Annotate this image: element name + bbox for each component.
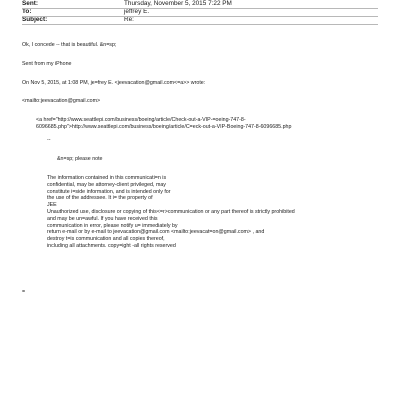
sent-value: Thursday, November 5, 2015 7:22 PM: [124, 0, 232, 7]
header-divider: [22, 16, 378, 17]
reply-text: Ok, I concede -- that is beautiful. &n=sp;: [22, 42, 117, 48]
confidentiality-disclaimer: The information contained in this communicati=n is confidential, may be attorney-client privileged, may constitute i=side information, and is intended only for the use of the addressee. It i= the property of JEE Unauthorized use, disclosure or copying of this<=r>communication or any part thereof is strictly prohibited and may be un=awful. If you have received this communication in error, please notify u= immediately by return e-mail or by e-mail to jeevacation@gmail.com <mailto:jeevacat=on@gmail.com> , and destroy t=is communication and all copies thereof, including all attachments. copy=ight -all rights reserved: [47, 175, 295, 249]
to-label: To:: [22, 8, 32, 15]
signature-text: Sent from my iPhone: [22, 61, 72, 67]
separator-text: --: [47, 137, 51, 143]
subject-label: Subject:: [22, 16, 48, 23]
email-header: [22, 0, 378, 24]
sent-label: Sent:: [22, 0, 38, 7]
article-link[interactable]: <a href="http://www.seattlepi.com/business/boeing/article/Check-out-a-VIP-=oeing-747-8-6096685.php">http://www.seattlepi.com/business/boeing/article/C=eck-out-a-VIP-Boeing-747-8-6096685.php: [36, 117, 292, 130]
header-divider: [22, 24, 378, 25]
subject-value: Re:: [124, 16, 134, 23]
header-divider: [22, 8, 378, 9]
to-value: jeffrey E.: [124, 8, 150, 15]
quote-intro: On Nov 5, 2015, at 1:08 PM, je=frey E. <jeevacation@gmail.com<=a>> wrote:: [22, 80, 206, 86]
mailto-link[interactable]: <mailto:jeevacation@gmail.com>: [22, 98, 101, 104]
please-note-text: &n=sp; please note: [57, 156, 103, 162]
trailing-mark: =: [22, 289, 26, 295]
